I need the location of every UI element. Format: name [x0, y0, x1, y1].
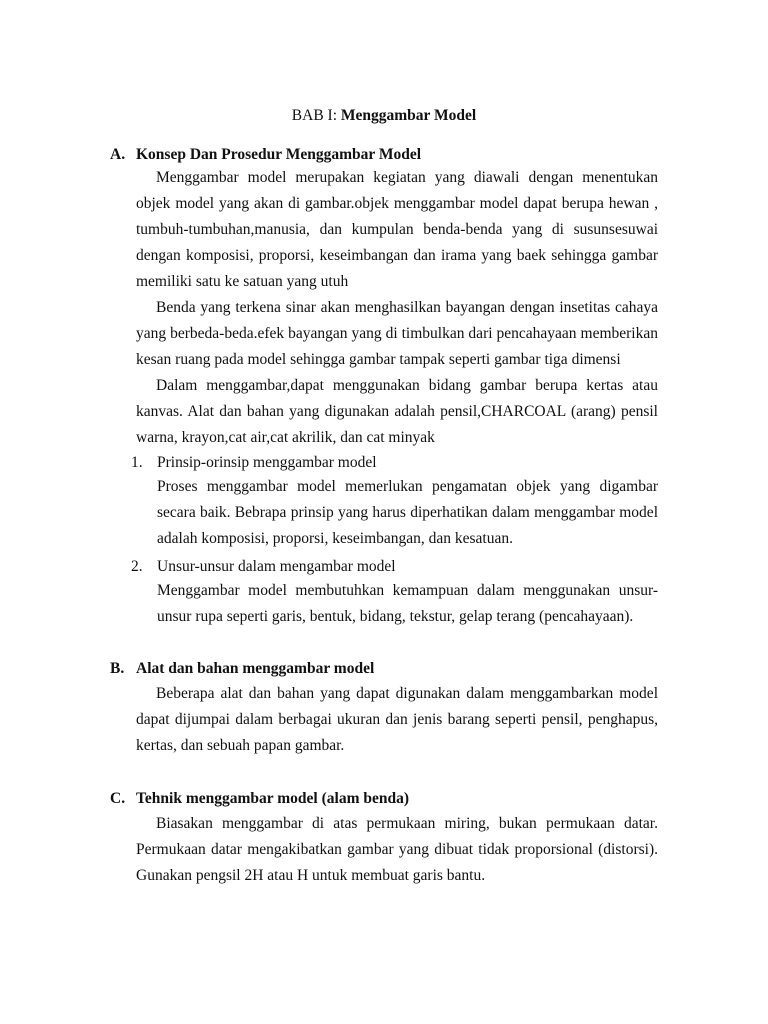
list-item-1-label: Prinsip-orinsip menggambar model [157, 454, 377, 471]
list-item-2 [131, 557, 396, 577]
section-c-paragraph-1: Biasakan menggambar di atas permukaan miring, bukan permukaan datar. Permukaan datar mengakibatkan gambar yang dibuat tidak proporsional (distorsi). Gunakan pengsil 2H atau H untuk membuat garis bantu. [136, 815, 658, 884]
title-prefix: BAB I: [291, 107, 341, 124]
section-b-paragraph-1: Beberapa alat dan bahan yang dapat digunakan dalam menggambarkan model dapat dijumpai dalam berbagai ukuran dan jenis barang seperti pensil, penghapus, kertas, dan sebuah papan gambar. [136, 685, 658, 754]
section-c-letter: C. [110, 790, 126, 807]
list-item-1 [131, 453, 377, 473]
section-a-paragraph-1: Menggambar model merupakan kegiatan yang diawali dengan menentukan objek model yang akan di gambar.objek menggambar model dapat berupa hewan , tumbuh-tumbuhan,manusia, dan kumpulan benda-benda yang di susunsesuwai dengan komposisi, proporsi, keseimbangan dan irama yang baek sehingga gambar memiliki satu ke satuan yang utuh [136, 169, 658, 290]
section-b-heading [110, 659, 374, 679]
section-a-paragraph-3: Dalam menggambar,dapat menggunakan bidang gambar berupa kertas atau kanvas. Alat dan bahan yang digunakan adalah pensil,CHARCOAL (arang) pensil warna, krayon,cat air,cat akrilik, dan cat minyak [136, 377, 658, 446]
list-item-2-number: 2. [131, 558, 143, 575]
section-a-paragraph-2: Benda yang terkena sinar akan menghasilkan bayangan dengan insetitas cahaya yang berbeda-beda.efek bayangan yang di timbulkan dari pencahayaan memberikan kesan ruang pada model sehingga gambar tampak seperti gambar tiga dimensi [136, 299, 658, 368]
section-c-heading [110, 789, 409, 809]
page-title [0, 106, 768, 126]
list-item-1-text: Proses menggambar model memerlukan pengamatan objek yang digambar secara baik. Bebrapa prinsip yang harus diperhatikan dalam menggambar model adalah komposisi, proporsi, keseimbangan, dan kesatuan. [157, 478, 658, 547]
section-a-heading [110, 145, 421, 165]
section-c-title: Tehnik menggambar model (alam benda) [136, 790, 410, 807]
list-item-2-text: Menggambar model membutuhkan kemampuan dalam menggunakan unsur-unsur rupa seperti garis, bentuk, bidang, tekstur, gelap terang (pencahayaan). [157, 582, 658, 625]
section-b-title: Alat dan bahan menggambar model [136, 660, 375, 677]
title-bold: Menggambar Model [340, 107, 477, 124]
section-a-title: Konsep Dan Prosedur Menggambar Model [136, 146, 422, 163]
list-item-1-number: 1. [131, 454, 143, 471]
section-a-letter: A. [110, 146, 126, 163]
list-item-2-label: Unsur-unsur dalam mengambar model [157, 558, 396, 575]
section-b-letter: B. [110, 660, 125, 677]
